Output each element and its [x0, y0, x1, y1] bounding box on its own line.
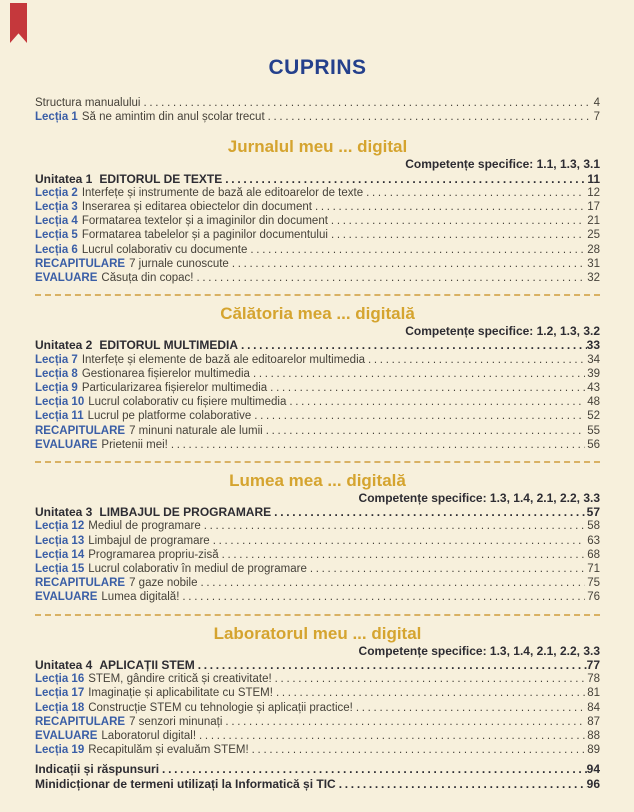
- dot-leader: [366, 186, 585, 200]
- entry-prefix: Lecția 16: [35, 673, 85, 686]
- entry-prefix: Lecția 9: [35, 382, 78, 395]
- entry-page-number: 68: [587, 548, 600, 561]
- dot-leader: [310, 562, 585, 576]
- entry-label: Minidicționar de termeni utilizați la Informatică și TIC: [35, 776, 336, 791]
- entry-prefix: EVALUARE: [35, 272, 98, 285]
- toc-entry: [35, 715, 600, 729]
- toc-entry: [35, 186, 600, 200]
- dot-leader: [268, 110, 592, 124]
- toc-entry: [35, 395, 600, 409]
- entry-label: Gestionarea fișierelor multimedia: [81, 367, 250, 380]
- section-heading: Jurnalul meu ... digital: [227, 137, 408, 157]
- entry-label: Lucrul colaborativ cu documente: [81, 243, 248, 256]
- entry-page-number: 94: [586, 762, 600, 777]
- entry-label: 7 jurnale cunoscute: [129, 257, 229, 270]
- entry-page-number: 34: [587, 353, 600, 366]
- dot-leader: [204, 519, 585, 533]
- entry-label: Prietenii mei!: [101, 438, 168, 451]
- entry-page-number: 71: [587, 563, 600, 576]
- entry-prefix: Lecția 3: [35, 201, 78, 214]
- entry-prefix: Unitatea 3: [35, 505, 93, 520]
- section-heading: Călătoria mea ... digitală: [220, 304, 415, 324]
- entry-label: Căsuța din copac!: [101, 272, 194, 285]
- entry-label: Structura manualului: [35, 97, 141, 109]
- toc-entry: [35, 243, 600, 257]
- dot-leader: [232, 257, 585, 271]
- entry-prefix: Lecția 11: [35, 410, 84, 423]
- toc-entry: [35, 576, 600, 590]
- dot-leader: [331, 214, 585, 228]
- entry-page-number: 78: [587, 673, 600, 686]
- entry-page-number: 52: [587, 410, 600, 423]
- entry-label: EDITORUL DE TEXTE: [99, 171, 223, 186]
- entry-label: Recapitulăm și evaluăm STEM!: [88, 744, 249, 757]
- entry-prefix: EVALUARE: [35, 438, 98, 451]
- entry-page-number: 48: [587, 396, 600, 409]
- section-heading: Laboratorul meu ... digital: [213, 623, 422, 643]
- dot-leader: [213, 534, 586, 548]
- entry-page-number: 33: [586, 338, 600, 353]
- entry-prefix: RECAPITULARE: [35, 424, 126, 437]
- section-competencies: Competențe specifice: 1.2, 1.3, 3.2: [405, 324, 600, 339]
- entry-label: Interfețe și instrumente de bază ale editoarelor de texte: [81, 186, 364, 199]
- entry-label: Lucrul colaborativ cu fișiere multimedia: [88, 396, 287, 409]
- page-title: CUPRINS: [268, 56, 367, 79]
- dot-leader: [253, 367, 585, 381]
- toc-entry: [35, 519, 600, 533]
- dot-leader: [225, 172, 587, 186]
- entry-page-number: 57: [586, 505, 600, 520]
- entry-page-number: 89: [587, 744, 600, 757]
- entry-label: Formatarea tabelelor și a paginilor documentului: [81, 229, 328, 242]
- toc-entry: [35, 743, 600, 757]
- entry-prefix: Lecția 2: [35, 186, 78, 199]
- dashed-separator: [35, 294, 600, 296]
- toc-entry: [35, 590, 600, 604]
- entry-page-number: 77: [586, 657, 600, 672]
- entry-label: Să ne amintim din anul școlar trecut: [81, 111, 265, 124]
- entry-prefix: RECAPITULARE: [35, 577, 126, 590]
- dot-leader: [222, 548, 586, 562]
- entry-page-number: 63: [587, 534, 600, 547]
- entry-label: Imaginație și aplicabilitate cu STEM!: [88, 687, 273, 700]
- dot-leader: [143, 96, 591, 110]
- dashed-separator: [35, 614, 600, 616]
- entry-label: 7 senzori minunați: [129, 715, 223, 728]
- dashed-separator: [35, 461, 600, 463]
- entry-page-number: 17: [587, 201, 600, 214]
- entry-page-number: 11: [587, 171, 600, 186]
- entry-prefix: EVALUARE: [35, 591, 98, 604]
- toc-entry: [35, 214, 600, 228]
- toc-entry: [35, 762, 600, 776]
- entry-page-number: 88: [587, 729, 600, 742]
- toc-entry: [35, 729, 600, 743]
- entry-prefix: Unitatea 2: [35, 338, 93, 353]
- entry-page-number: 25: [587, 229, 600, 242]
- entry-page-number: 75: [587, 577, 600, 590]
- entry-prefix: Lecția 4: [35, 215, 78, 228]
- dot-leader: [274, 505, 586, 519]
- toc-entry: [35, 548, 600, 562]
- entry-page-number: 87: [587, 715, 600, 728]
- entry-page-number: 76: [587, 591, 600, 604]
- section-heading: Lumea mea ... digitală: [229, 471, 406, 491]
- entry-prefix: Lecția 12: [35, 520, 85, 533]
- entry-label: 7 minuni naturale ale lumii: [129, 424, 263, 437]
- entry-label: Lucrul colaborativ în mediul de programare: [88, 563, 307, 576]
- entry-page-number: 21: [587, 215, 600, 228]
- dot-leader: [196, 271, 585, 285]
- entry-page-number: 55: [587, 424, 600, 437]
- entry-page-number: 31: [587, 257, 600, 270]
- toc-entry: [35, 110, 600, 124]
- toc-entry: [35, 424, 600, 438]
- entry-label: EDITORUL MULTIMEDIA: [99, 338, 239, 353]
- entry-prefix: Lecția 6: [35, 243, 78, 256]
- toc-section: [35, 303, 600, 452]
- toc-entry: [35, 505, 600, 519]
- entry-prefix: EVALUARE: [35, 729, 98, 742]
- footer-entries: [35, 762, 600, 790]
- entry-prefix: Lecția 15: [35, 563, 85, 576]
- toc-entry: [35, 534, 600, 548]
- entry-page-number: 28: [587, 243, 600, 256]
- dot-leader: [266, 424, 586, 438]
- entry-prefix: Lecția 10: [35, 396, 85, 409]
- toc-entry: [35, 96, 600, 110]
- toc-entry: [35, 438, 600, 452]
- dot-leader: [315, 200, 585, 214]
- dot-leader: [252, 743, 586, 757]
- toc-entry: [35, 381, 600, 395]
- toc-entry: [35, 409, 600, 423]
- entry-prefix: RECAPITULARE: [35, 715, 126, 728]
- dot-leader: [162, 762, 587, 776]
- toc-entry: [35, 777, 600, 791]
- entry-prefix: Lecția 19: [35, 744, 85, 757]
- toc-entry: [35, 562, 600, 576]
- toc-entry: [35, 271, 600, 285]
- entry-label: Particularizarea fișierelor multimedia: [81, 382, 268, 395]
- entry-prefix: Lecția 7: [35, 353, 78, 366]
- toc-entry: [35, 672, 600, 686]
- entry-prefix: Lecția 17: [35, 687, 85, 700]
- section-competencies: Competențe specifice: 1.1, 1.3, 3.1: [405, 157, 600, 172]
- entry-label: Indicații și răspunsuri: [35, 762, 160, 777]
- dot-leader: [182, 590, 585, 604]
- entry-label: STEM, gândire critică și creativitate!: [88, 673, 272, 686]
- toc-section: [35, 623, 600, 758]
- entry-prefix: Lecția 13: [35, 534, 85, 547]
- entry-prefix: Lecția 1: [35, 111, 78, 124]
- toc-entry: [35, 200, 600, 214]
- entry-prefix: Lecția 8: [35, 367, 78, 380]
- dot-leader: [289, 395, 585, 409]
- entry-label: 7 gaze nobile: [129, 577, 198, 590]
- dot-leader: [254, 409, 585, 423]
- entry-page-number: 81: [587, 687, 600, 700]
- entry-page-number: 43: [587, 382, 600, 395]
- toc-entry: [35, 658, 600, 672]
- toc-entry: [35, 228, 600, 242]
- entry-label: Lucrul pe platforme colaborative: [87, 410, 252, 423]
- entry-page-number: 96: [586, 776, 600, 791]
- dot-leader: [368, 353, 585, 367]
- entry-prefix: Lecția 5: [35, 229, 78, 242]
- entry-page-number: 58: [587, 520, 600, 533]
- dot-leader: [356, 701, 585, 715]
- toc-section: [35, 136, 600, 285]
- toc-section: [35, 470, 600, 605]
- dot-leader: [241, 338, 587, 352]
- entry-label: Construcție STEM cu tehnologie și aplicații practice!: [88, 701, 353, 714]
- dot-leader: [276, 686, 585, 700]
- entry-label: LIMBAJUL DE PROGRAMARE: [99, 505, 272, 520]
- entry-label: APLICAȚII STEM: [99, 657, 195, 672]
- entry-label: Programarea propriu-zisă: [88, 548, 219, 561]
- dot-leader: [198, 658, 587, 672]
- entry-label: Limbajul de programare: [88, 534, 210, 547]
- dot-leader: [225, 715, 585, 729]
- dot-leader: [171, 438, 585, 452]
- entry-page-number: 32: [587, 272, 600, 285]
- toc-entry: [35, 701, 600, 715]
- intro-entries: [35, 96, 600, 124]
- entry-label: Interfețe și elemente de bază ale editoarelor multimedia: [81, 353, 366, 366]
- section-competencies: Competențe specifice: 1.3, 1.4, 2.1, 2.2, 3.3: [358, 491, 600, 506]
- entry-prefix: Unitatea 4: [35, 657, 93, 672]
- toc-entry: [35, 257, 600, 271]
- entry-label: Lumea digitală!: [101, 591, 180, 604]
- entry-page-number: 56: [587, 438, 600, 451]
- dot-leader: [250, 243, 585, 257]
- dot-leader: [275, 672, 586, 686]
- entry-label: Formatarea textelor și a imaginilor din document: [81, 215, 328, 228]
- section-competencies: Competențe specifice: 1.3, 1.4, 2.1, 2.2, 3.3: [358, 643, 600, 658]
- entry-page-number: 12: [587, 186, 600, 199]
- entry-prefix: Unitatea 1: [35, 171, 93, 186]
- toc-entry: [35, 353, 600, 367]
- dot-leader: [331, 228, 585, 242]
- entry-prefix: Lecția 14: [35, 548, 85, 561]
- toc-entry: [35, 338, 600, 352]
- toc-entry: [35, 686, 600, 700]
- dot-leader: [270, 381, 585, 395]
- entry-prefix: RECAPITULARE: [35, 257, 126, 270]
- entry-label: Inserarea și editarea obiectelor din document: [81, 201, 312, 214]
- dot-leader: [339, 777, 587, 791]
- entry-prefix: Lecția 18: [35, 701, 85, 714]
- toc-entry: [35, 172, 600, 186]
- entry-page-number: 4: [593, 97, 600, 109]
- entry-page-number: 39: [587, 367, 600, 380]
- entry-page-number: 7: [593, 111, 600, 124]
- entry-label: Mediul de programare: [88, 520, 201, 533]
- dot-leader: [201, 576, 586, 590]
- entry-page-number: 84: [587, 701, 600, 714]
- dot-leader: [199, 729, 585, 743]
- toc-sections: [35, 136, 600, 757]
- toc-entry: [35, 367, 600, 381]
- entry-label: Laboratorul digital!: [101, 729, 197, 742]
